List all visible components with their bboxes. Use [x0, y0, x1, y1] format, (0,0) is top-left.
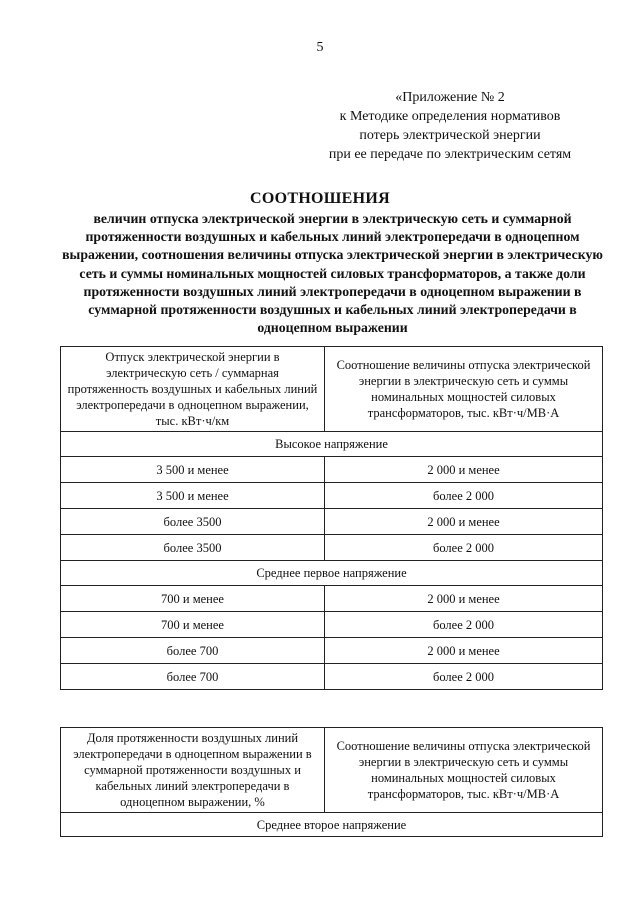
table-cell: более 3500 — [61, 535, 325, 561]
table-row — [61, 586, 603, 612]
table-row — [61, 612, 603, 638]
table1-header-left: Отпуск электрической энергии в электрическую сеть / суммарная протяженность воздушных и кабельных линий электропередачи в одноцепном выражении, тыс. кВт·ч/км — [61, 347, 325, 432]
table-cell: более 2 000 — [325, 535, 603, 561]
table-cell: более 2 000 — [325, 483, 603, 509]
table-header-row — [61, 347, 603, 432]
table-cell: 2 000 и менее — [325, 586, 603, 612]
table-row — [61, 509, 603, 535]
table2-header-left: Доля протяженности воздушных линий электропередачи в одноцепном выражении в суммарной протяженности воздушных и кабельных линий электропередачи в одноцепном выражении, % — [61, 728, 325, 813]
ratios-table-2 — [60, 727, 603, 837]
section-high-voltage: Высокое напряжение — [61, 432, 603, 457]
document-subtitle: величин отпуска электрической энергии в электрическую сеть и суммарной протяженности воздушных и кабельных линий электропередачи в одноцепном выражении, соотношения величины отпуска электрической энергии в электрическую сеть и суммы номинальных мощностей силовых трансформаторов, а также доли протяженности воздушных линий электропередачи в одноцепном выражении в суммарной протяженности воздушных и кабельных линий электропередачи в одноцепном выражении — [62, 211, 603, 336]
table-cell: 700 и менее — [61, 586, 325, 612]
table-cell: более 2 000 — [325, 612, 603, 638]
section-medium-second-voltage: Среднее второе напряжение — [61, 813, 603, 837]
table-row — [61, 457, 603, 483]
table-cell: 3 500 и менее — [61, 483, 325, 509]
annex-line-3: потерь электрической энергии — [359, 128, 541, 143]
table-header-row — [61, 728, 603, 813]
table-cell: более 700 — [61, 664, 325, 690]
section-medium-first-voltage: Среднее первое напряжение — [61, 561, 603, 586]
table-cell: 700 и менее — [61, 612, 325, 638]
annex-line-4: при ее передаче по электрическим сетям — [328, 147, 572, 162]
table-cell: более 700 — [61, 638, 325, 664]
table-cell: более 2 000 — [325, 664, 603, 690]
section-row — [61, 432, 603, 457]
table-cell: 3 500 и менее — [61, 457, 325, 483]
table-row — [61, 483, 603, 509]
table-row — [61, 664, 603, 690]
table-cell: 2 000 и менее — [325, 457, 603, 483]
table-cell: более 3500 — [61, 509, 325, 535]
table-row — [61, 638, 603, 664]
section-row — [61, 813, 603, 837]
annex-line-1: «Приложение № 2 — [395, 90, 505, 105]
page-number: 5 — [316, 40, 324, 55]
annex-header — [300, 88, 600, 164]
table1-header-right: Соотношение величины отпуска электрической энергии в электрическую сеть и суммы номинальных мощностей силовых трансформаторов, тыс. кВт·ч/МВ·А — [325, 347, 603, 432]
table2-header-right: Соотношение величины отпуска электрической энергии в электрическую сеть и суммы номинальных мощностей силовых трансформаторов, тыс. кВт·ч/МВ·А — [325, 728, 603, 813]
table-cell: 2 000 и менее — [325, 638, 603, 664]
table-row — [61, 535, 603, 561]
table-cell: 2 000 и менее — [325, 509, 603, 535]
annex-line-2: к Методике определения нормативов — [339, 109, 561, 124]
section-row — [61, 561, 603, 586]
ratios-table-1 — [60, 346, 603, 690]
document-title: СООТНОШЕНИЯ — [250, 190, 390, 207]
